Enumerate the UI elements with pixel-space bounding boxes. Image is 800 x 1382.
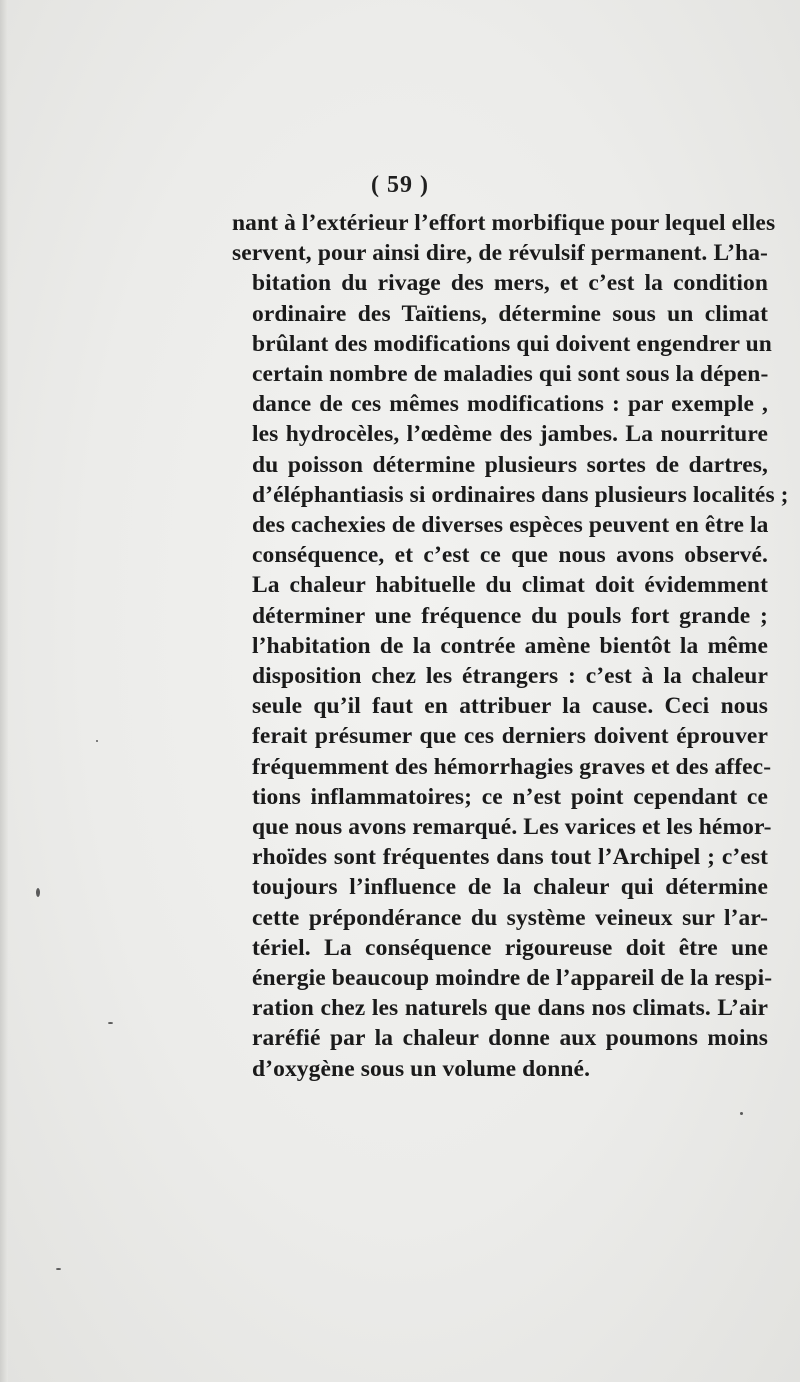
page-edge-shadow	[0, 0, 8, 1382]
text-line: fréquemment des hémorrhagies graves et des affec-	[252, 753, 772, 780]
ink-speck	[740, 1112, 743, 1115]
text-line: disposition chez les étrangers : c’est à la chaleur	[252, 663, 768, 690]
body-text	[232, 208, 789, 1084]
text-line: des cachexies de diverses espèces peuvent en être la	[252, 512, 769, 539]
text-line: énergie beaucoup moindre de l’appareil de la respi-	[252, 965, 773, 992]
text-line: ration chez les naturels que dans nos climats. L’air	[252, 995, 768, 1022]
text-line: brûlant des modifications qui doivent engendrer un	[252, 330, 772, 357]
text-line: cette prépondérance du système veineux sur l’ar-	[252, 904, 768, 931]
text-line: tériel. La conséquence rigoureuse doit être une	[252, 934, 768, 961]
text-line: les hydrocèles, l’œdème des jambes. La nourriture	[252, 421, 768, 448]
text-line: du poisson détermine plusieurs sortes de dartres,	[252, 451, 768, 478]
text-line: certain nombre de maladies qui sont sous la dépen-	[252, 361, 769, 388]
ink-speck	[36, 888, 40, 897]
text-line: seule qu’il faut en attribuer la cause. Ceci nous	[252, 693, 768, 720]
text-line: tions inflammatoires; ce n’est point cependant ce	[252, 783, 768, 810]
page-number: ( 59 )	[371, 172, 429, 198]
text-line: que nous avons remarqué. Les varices et les hémor-	[252, 814, 772, 841]
text-line: dance de ces mêmes modifications : par exemple ,	[252, 391, 768, 418]
text-line: La chaleur habituelle du climat doit évidemment	[252, 572, 768, 599]
text-line: conséquence, et c’est ce que nous avons observé.	[252, 542, 768, 569]
text-line: l’habitation de la contrée amène bientôt la même	[252, 632, 768, 659]
text-line: raréfié par la chaleur donne aux poumons moins	[252, 1025, 768, 1052]
ink-speck	[96, 740, 98, 742]
text-line: déterminer une fréquence du pouls fort grande ;	[252, 602, 768, 629]
text-line: ordinaire des Taïtiens, détermine sous un climat	[252, 300, 768, 327]
text-line: d’éléphantiasis si ordinaires dans plusieurs localités ;	[252, 481, 789, 508]
text-line: bitation du rivage des mers, et c’est la condition	[252, 270, 768, 297]
text-line: servent, pour ainsi dire, de révulsif permanent. L’ha-	[232, 240, 768, 267]
text-line: d’oxygène sous un volume donné.	[252, 1055, 591, 1082]
text-line: nant à l’extérieur l’effort morbifique pour lequel elles	[232, 210, 776, 236]
ink-speck	[56, 1268, 61, 1270]
text-line: toujours l’influence de la chaleur qui détermine	[252, 874, 768, 901]
ink-speck	[108, 1022, 113, 1024]
text-line: ferait présumer que ces derniers doivent éprouver	[252, 723, 768, 750]
text-line: rhoïdes sont fréquentes dans tout l’Archipel ; c’est	[252, 844, 768, 871]
